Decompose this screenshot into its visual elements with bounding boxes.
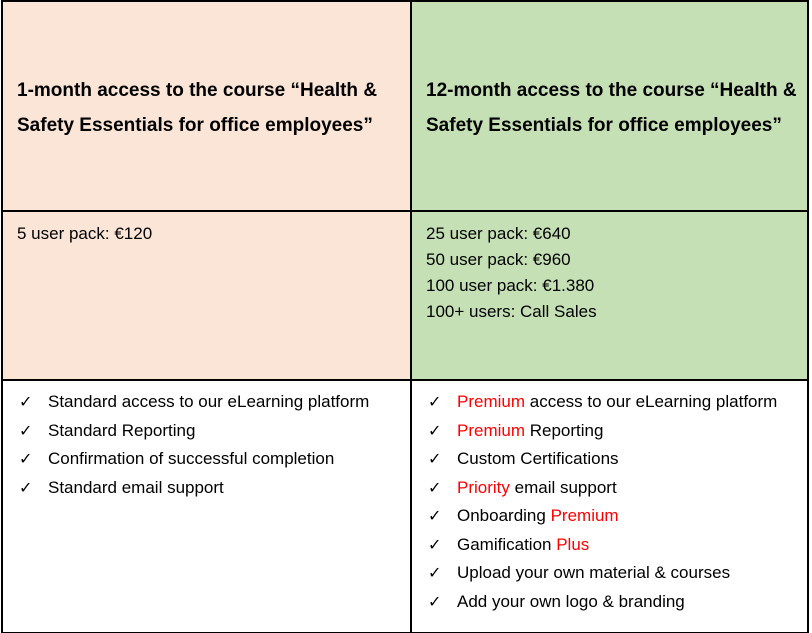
pricing-cell-1-month (2, 211, 411, 380)
feature-item (412, 388, 803, 417)
header-row (2, 1, 808, 211)
header-cell-12-month (411, 1, 808, 211)
header-text-12-month: 12-month access to the course “Health & Safety Essentials for office employees” (426, 80, 797, 136)
header-text-1-month: 1-month access to the course “Health & Safety Essentials for office employees” (17, 80, 378, 136)
feature-text: Standard Reporting (48, 420, 196, 440)
feature-item (3, 445, 406, 474)
feature-item (412, 588, 803, 617)
checkmark-icon: ✓ (428, 477, 442, 497)
header-cell-1-month (2, 1, 411, 211)
highlighted-feature-text: Priority (457, 477, 510, 497)
checkmark-icon: ✓ (19, 477, 33, 497)
checkmark-icon: ✓ (428, 563, 442, 582)
pricing-table (1, 0, 809, 633)
highlighted-feature-text: Premium (457, 420, 526, 440)
feature-item (412, 474, 803, 503)
feature-list-12-month (412, 388, 803, 616)
feature-item (3, 388, 406, 417)
price-line: 50 user pack: €960 (426, 250, 571, 269)
price-line: 100+ users: Call Sales (426, 302, 597, 321)
feature-item (412, 417, 803, 446)
price-line: 25 user pack: €640 (426, 224, 571, 243)
feature-item (3, 417, 406, 446)
price-line: 100 user pack: €1.380 (426, 276, 595, 295)
feature-text: email support (509, 477, 617, 497)
feature-text: Upload your own material & courses (457, 563, 731, 582)
checkmark-icon: ✓ (428, 449, 442, 468)
checkmark-icon: ✓ (19, 449, 33, 468)
feature-text: Gamification (457, 534, 557, 554)
feature-item (412, 502, 803, 531)
feature-item (412, 531, 803, 560)
feature-list-1-month (3, 388, 406, 502)
feature-text: access to our eLearning platform (525, 392, 778, 411)
checkmark-icon: ✓ (428, 591, 442, 611)
checkmark-icon: ✓ (428, 420, 442, 440)
price-line: 5 user pack: €120 (17, 224, 153, 243)
highlighted-feature-text: Premium (457, 392, 526, 411)
highlighted-feature-text: Plus (556, 534, 590, 554)
checkmark-icon: ✓ (428, 534, 442, 554)
pricing-cell-12-month (411, 211, 808, 380)
checkmark-icon: ✓ (428, 506, 442, 525)
highlighted-feature-text: Premium (550, 506, 619, 525)
feature-text: Custom Certifications (457, 449, 619, 468)
feature-text: Confirmation of successful completion (48, 449, 335, 468)
pricing-row (2, 211, 808, 380)
feature-item (412, 445, 803, 474)
features-cell-1-month (2, 380, 411, 633)
feature-text: Add your own logo & branding (457, 591, 685, 611)
feature-text: Reporting (525, 420, 604, 440)
checkmark-icon: ✓ (428, 392, 442, 411)
feature-text: Standard access to our eLearning platform (48, 392, 370, 411)
features-row (2, 380, 808, 633)
feature-item (3, 474, 406, 503)
features-cell-12-month (411, 380, 808, 633)
checkmark-icon: ✓ (19, 392, 33, 411)
feature-text: Standard email support (48, 477, 224, 497)
checkmark-icon: ✓ (19, 420, 33, 440)
feature-text: Onboarding (457, 506, 551, 525)
feature-item (412, 559, 803, 588)
